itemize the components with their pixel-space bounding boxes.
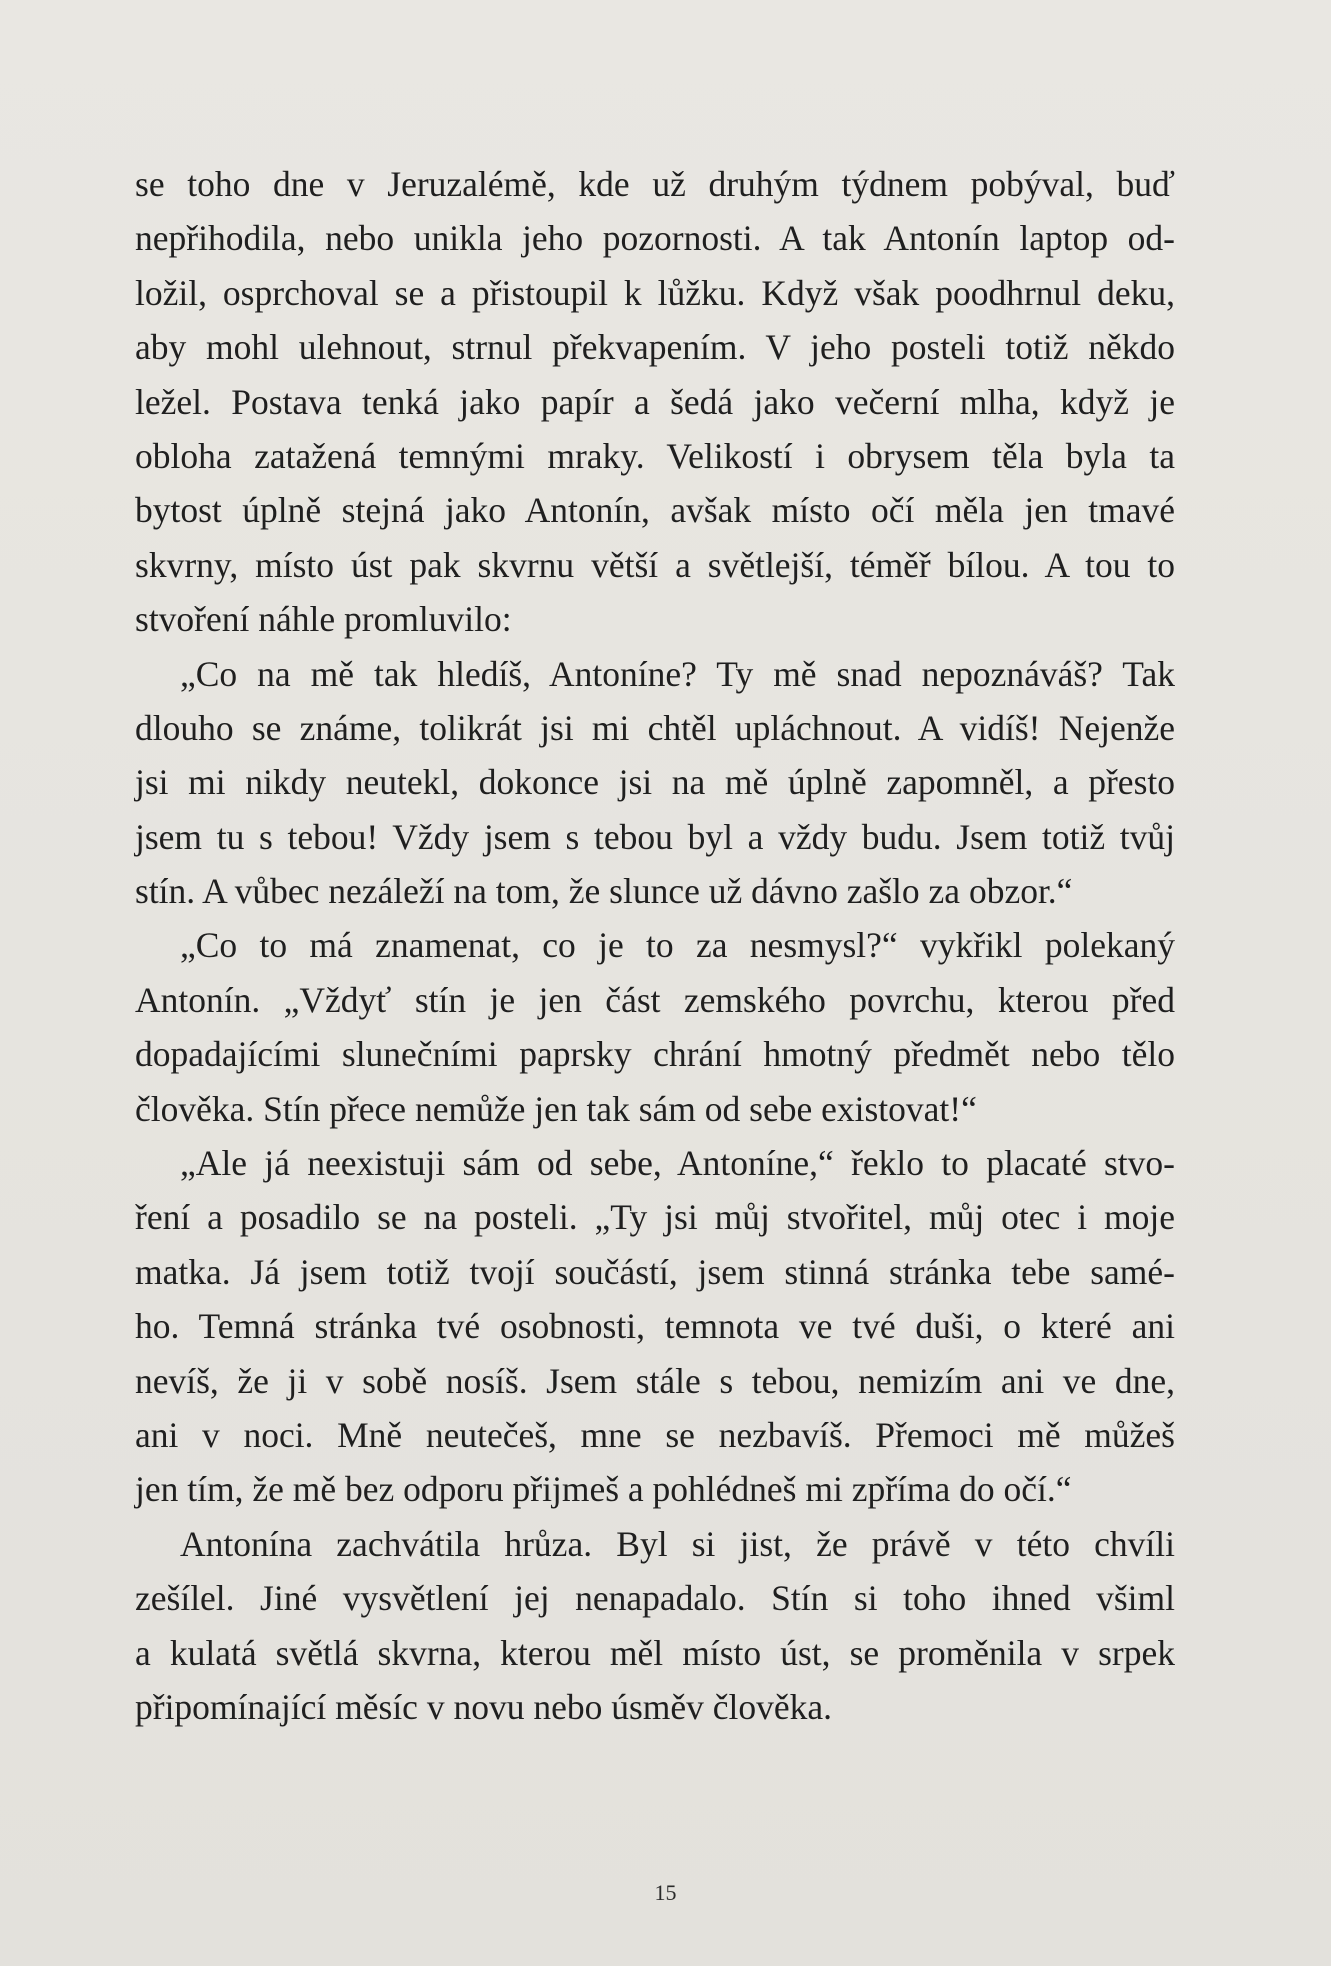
text-line: matka. Já jsem totiž tvojí součástí, jsem stinná stránka tebe samé-	[135, 1251, 1175, 1292]
text-line: připomínající měsíc v novu nebo úsměv člověka.	[135, 1686, 833, 1727]
text-line: „Co na mě tak hledíš, Antoníne? Ty mě snad nepoznáváš? Tak	[180, 653, 1175, 694]
text-line: jen tím, že mě bez odporu přijmeš a pohlédneš mi zpříma do očí.“	[135, 1469, 1072, 1510]
text-line: zešílel. Jiné vysvětlení jej nenapadalo. Stín si toho ihned všiml	[135, 1578, 1175, 1619]
text-line: bytost úplně stejná jako Antonín, avšak místo očí měla jen tmavé	[135, 490, 1175, 531]
text-line: obloha zatažená temnými mraky. Velikostí i obrysem těla byla ta	[135, 435, 1175, 476]
text-line: stín. A vůbec nezáleží na tom, že slunce už dávno zašlo za obzor.“	[135, 871, 1073, 912]
text-line: stvoření náhle promluvilo:	[135, 599, 512, 640]
text-line: Antonína zachvátila hrůza. Byl si jist, že právě v této chvíli	[180, 1523, 1175, 1564]
text-line: jsem tu s tebou! Vždy jsem s tebou byl a vždy budu. Jsem totiž tvůj	[135, 816, 1175, 857]
text-line: aby mohl ulehnout, strnul překvapením. V jeho posteli totiž někdo	[135, 327, 1175, 368]
page-number: 15	[654, 1880, 677, 1905]
body-text	[135, 157, 1175, 1734]
text-line: dlouho se známe, tolikrát jsi mi chtěl upláchnout. A vidíš! Nejenže	[135, 707, 1175, 748]
text-line: Antonín. „Vždyť stín je jen část zemského povrchu, kterou před	[135, 979, 1175, 1020]
text-line: „Ale já neexistuji sám od sebe, Antoníne,“ řeklo to placaté stvo-	[180, 1143, 1175, 1184]
text-line: ho. Temná stránka tvé osobnosti, temnota ve tvé duši, o které ani	[135, 1306, 1175, 1347]
text-line: se toho dne v Jeruzalémě, kde už druhým týdnem pobýval, buď	[135, 164, 1175, 204]
text-line: člověka. Stín přece nemůže jen tak sám od sebe existovat!“	[135, 1088, 977, 1129]
text-line: ření a posadilo se na posteli. „Ty jsi můj stvořitel, můj otec i moje	[135, 1197, 1175, 1238]
text-line: dopadajícími slunečními paprsky chrání hmotný předmět nebo tělo	[135, 1034, 1175, 1075]
text-line: ani v noci. Mně neutečeš, mne se nezbavíš. Přemoci mě můžeš	[135, 1414, 1175, 1455]
text-line: a kulatá světlá skvrna, kterou měl místo úst, se proměnila v srpek	[135, 1632, 1175, 1673]
text-line: skvrny, místo úst pak skvrnu větší a světlejší, téměř bílou. A tou to	[135, 544, 1175, 585]
text-line: „Co to má znamenat, co je to za nesmysl?“ vykřikl polekaný	[180, 925, 1175, 966]
text-line: nepřihodila, nebo unikla jeho pozornosti. A tak Antonín laptop od-	[135, 218, 1175, 259]
text-line: ležel. Postava tenká jako papír a šedá jako večerní mlha, když je	[135, 381, 1175, 422]
text-line: jsi mi nikdy neutekl, dokonce jsi na mě úplně zapomněl, a přesto	[135, 762, 1175, 803]
text-line: ložil, osprchoval se a přistoupil k lůžku. Když však poodhrnul deku,	[135, 272, 1175, 313]
text-line: nevíš, že ji v sobě nosíš. Jsem stále s tebou, nemizím ani ve dne,	[135, 1360, 1175, 1401]
